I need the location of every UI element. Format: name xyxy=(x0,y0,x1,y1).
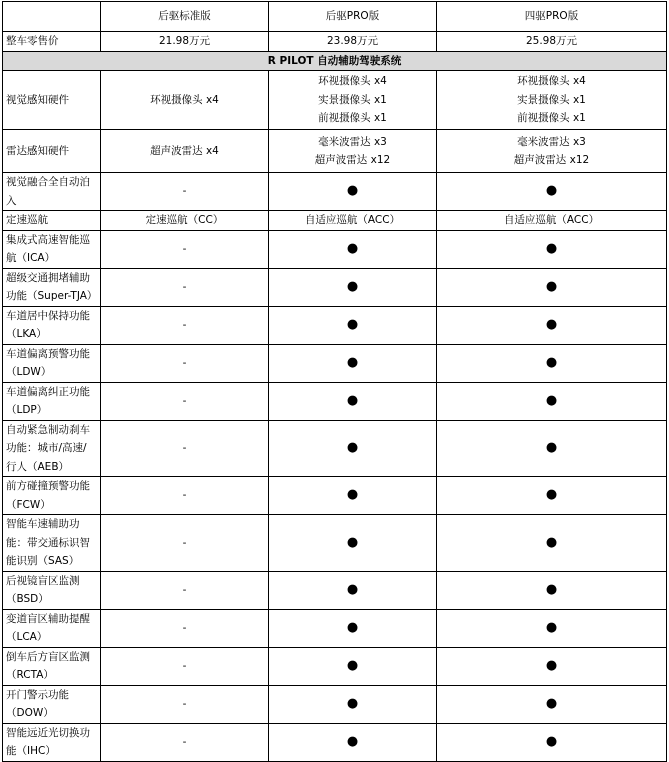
feature-value-line: 环视摄像头 x4 xyxy=(318,75,387,88)
feature-row xyxy=(3,268,667,306)
feature-value-awd-pro xyxy=(437,571,667,609)
feature-name: 车道偏离预警功能（LDW） xyxy=(3,344,101,382)
trim-rwd-standard: 后驱标准版 xyxy=(101,2,269,32)
feature-value-awd-pro xyxy=(437,130,667,173)
feature-value-line: ● xyxy=(545,316,558,332)
feature-value-awd-pro xyxy=(437,268,667,306)
feature-value-line: ● xyxy=(346,657,359,673)
feature-value-rwd-standard xyxy=(101,723,269,761)
feature-value-line: ● xyxy=(545,657,558,673)
feature-value-rwd-standard xyxy=(101,230,269,268)
feature-value-line: 超声波雷达 x12 xyxy=(314,154,391,166)
feature-value-line: ● xyxy=(545,183,558,199)
feature-value-line: ● xyxy=(346,619,359,635)
feature-value-line: 超声波雷达 x4 xyxy=(150,144,219,157)
feature-value-line: ● xyxy=(346,695,359,711)
feature-value-line: - xyxy=(182,536,187,549)
feature-row xyxy=(3,647,667,685)
feature-value-line: 自适应巡航（ACC） xyxy=(304,214,401,226)
feature-value-awd-pro xyxy=(437,382,667,420)
spec-table xyxy=(2,1,667,762)
feature-value-line: 定速巡航（CC） xyxy=(145,214,224,226)
feature-value-rwd-standard xyxy=(101,647,269,685)
feature-value-line: ● xyxy=(545,278,558,294)
feature-row xyxy=(3,515,667,572)
section-header-row xyxy=(3,51,667,71)
feature-value-rwd-standard xyxy=(101,571,269,609)
feature-value-rwd-standard xyxy=(101,685,269,723)
feature-name: 视觉感知硬件 xyxy=(3,71,101,130)
feature-value-rwd-standard xyxy=(101,382,269,420)
feature-value-awd-pro xyxy=(437,71,667,130)
header-blank-cell xyxy=(3,2,101,32)
price-rwd-pro: 23.98万元 xyxy=(269,32,437,52)
feature-value-awd-pro xyxy=(437,647,667,685)
feature-value-rwd-pro xyxy=(269,382,437,420)
feature-name: 变道盲区辅助提醒（LCA） xyxy=(3,609,101,647)
feature-value-awd-pro xyxy=(437,230,667,268)
feature-value-rwd-standard xyxy=(101,268,269,306)
feature-value-awd-pro xyxy=(437,685,667,723)
feature-value-rwd-pro xyxy=(269,268,437,306)
feature-value-line: 超声波雷达 x12 xyxy=(513,154,590,166)
feature-value-rwd-standard xyxy=(101,344,269,382)
feature-value-rwd-pro xyxy=(269,71,437,130)
feature-value-line: ● xyxy=(346,354,359,370)
feature-value-line: - xyxy=(182,356,187,369)
feature-value-awd-pro xyxy=(437,344,667,382)
feature-value-line: ● xyxy=(346,440,359,455)
feature-name: 智能车速辅助功能：带交通标识智能识别（SAS） xyxy=(3,515,101,572)
feature-value-rwd-pro xyxy=(269,230,437,268)
feature-value-line: 环视摄像头 x4 xyxy=(517,75,586,88)
feature-value-awd-pro xyxy=(437,515,667,572)
feature-row xyxy=(3,609,667,647)
trim-awd-pro: 四驱PRO版 xyxy=(437,2,667,32)
feature-name: 车道偏离纠正功能（LDP） xyxy=(3,382,101,420)
feature-value-rwd-pro xyxy=(269,685,437,723)
feature-value-line: ● xyxy=(346,240,359,256)
feature-name: 雷达感知硬件 xyxy=(3,130,101,173)
feature-value-awd-pro xyxy=(437,420,667,477)
feature-row xyxy=(3,420,667,477)
feature-name: 智能远近光切换功能（IHC） xyxy=(3,723,101,761)
feature-name: 倒车后方盲区监测（RCTA） xyxy=(3,647,101,685)
feature-value-line: ● xyxy=(545,619,558,635)
feature-value-awd-pro xyxy=(437,173,667,211)
feature-value-line: 毫米波雷达 x3 xyxy=(517,135,586,148)
feature-value-line: ● xyxy=(346,278,359,294)
feature-value-line: ● xyxy=(545,581,558,597)
price-row xyxy=(3,32,667,52)
feature-row xyxy=(3,685,667,723)
feature-value-rwd-standard xyxy=(101,211,269,231)
feature-value-line: 前视摄像头 x1 xyxy=(318,112,387,125)
feature-name: 视觉融合全自动泊入 xyxy=(3,173,101,211)
feature-row xyxy=(3,230,667,268)
feature-value-line: - xyxy=(182,659,187,672)
feature-value-line: 前视摄像头 x1 xyxy=(517,112,586,125)
feature-value-line: ● xyxy=(346,316,359,332)
feature-name: 集成式高速智能巡航（ICA） xyxy=(3,230,101,268)
feature-value-rwd-pro xyxy=(269,723,437,761)
feature-row xyxy=(3,571,667,609)
feature-value-line: - xyxy=(182,242,187,255)
feature-value-rwd-pro xyxy=(269,130,437,173)
feature-value-rwd-standard xyxy=(101,71,269,130)
price-label: 整车零售价 xyxy=(3,32,101,52)
feature-value-line: ● xyxy=(346,392,359,408)
feature-value-rwd-standard xyxy=(101,306,269,344)
feature-value-rwd-standard xyxy=(101,515,269,572)
feature-value-line: - xyxy=(182,583,187,596)
feature-row xyxy=(3,477,667,515)
feature-name: 车道居中保持功能（LKA） xyxy=(3,306,101,344)
feature-value-rwd-pro xyxy=(269,571,437,609)
feature-row xyxy=(3,173,667,211)
feature-value-rwd-pro xyxy=(269,306,437,344)
feature-row xyxy=(3,71,667,130)
feature-value-line: ● xyxy=(545,240,558,256)
feature-value-rwd-standard xyxy=(101,477,269,515)
feature-value-rwd-pro xyxy=(269,344,437,382)
feature-row xyxy=(3,723,667,761)
feature-value-rwd-standard xyxy=(101,609,269,647)
feature-row xyxy=(3,344,667,382)
feature-row xyxy=(3,382,667,420)
feature-value-line: 实景摄像头 x1 xyxy=(318,93,387,106)
feature-row xyxy=(3,306,667,344)
feature-name: 定速巡航 xyxy=(3,211,101,231)
feature-value-rwd-pro xyxy=(269,420,437,477)
feature-value-line: ● xyxy=(346,183,359,199)
spec-table-body xyxy=(3,2,667,762)
price-rwd-standard: 21.98万元 xyxy=(101,32,269,52)
feature-row xyxy=(3,211,667,231)
feature-value-line: - xyxy=(182,442,187,454)
feature-value-rwd-pro xyxy=(269,211,437,231)
feature-value-rwd-standard xyxy=(101,173,269,211)
feature-value-line: ● xyxy=(346,534,359,550)
feature-value-line: ● xyxy=(545,354,558,370)
feature-name: 前方碰撞预警功能（FCW） xyxy=(3,477,101,515)
feature-value-awd-pro xyxy=(437,306,667,344)
feature-name: 超级交通拥堵辅助功能（Super-TJA） xyxy=(3,268,101,306)
section-title: R PILOT 自动辅助驾驶系统 xyxy=(3,51,667,71)
feature-value-line: ● xyxy=(346,487,359,503)
feature-value-awd-pro xyxy=(437,477,667,515)
feature-value-line: - xyxy=(182,697,187,710)
feature-value-awd-pro xyxy=(437,723,667,761)
feature-value-line: - xyxy=(182,280,187,293)
feature-value-rwd-standard xyxy=(101,130,269,173)
feature-value-line: ● xyxy=(545,392,558,408)
feature-value-rwd-pro xyxy=(269,515,437,572)
feature-value-line: ● xyxy=(545,487,558,503)
feature-value-line: ● xyxy=(545,440,558,455)
feature-value-line: ● xyxy=(545,695,558,711)
feature-value-rwd-standard xyxy=(101,420,269,477)
feature-value-line: ● xyxy=(346,733,359,749)
trim-rwd-pro: 后驱PRO版 xyxy=(269,2,437,32)
feature-name: 自动紧急制动刹车功能：城市/高速/行人（AEB） xyxy=(3,420,101,477)
feature-value-awd-pro xyxy=(437,609,667,647)
feature-value-line: - xyxy=(182,394,187,407)
feature-value-line: 环视摄像头 x4 xyxy=(150,93,219,106)
feature-value-awd-pro xyxy=(437,211,667,231)
trim-header-row xyxy=(3,2,667,32)
feature-value-line: - xyxy=(182,318,187,331)
feature-value-line: - xyxy=(182,621,187,634)
feature-value-line: - xyxy=(182,185,187,198)
feature-value-line: 毫米波雷达 x3 xyxy=(318,135,387,148)
feature-value-rwd-pro xyxy=(269,609,437,647)
feature-value-line: 自适应巡航（ACC） xyxy=(503,214,600,226)
feature-value-rwd-pro xyxy=(269,477,437,515)
feature-value-line: ● xyxy=(346,581,359,597)
feature-value-rwd-pro xyxy=(269,647,437,685)
feature-value-line: ● xyxy=(545,534,558,550)
feature-value-rwd-pro xyxy=(269,173,437,211)
feature-name: 后视镜盲区监测（BSD） xyxy=(3,571,101,609)
feature-value-line: ● xyxy=(545,733,558,749)
price-awd-pro: 25.98万元 xyxy=(437,32,667,52)
feature-row xyxy=(3,130,667,173)
feature-value-line: - xyxy=(182,489,187,502)
feature-value-line: - xyxy=(182,735,187,748)
feature-value-line: 实景摄像头 x1 xyxy=(517,93,586,106)
feature-name: 开门警示功能（DOW） xyxy=(3,685,101,723)
